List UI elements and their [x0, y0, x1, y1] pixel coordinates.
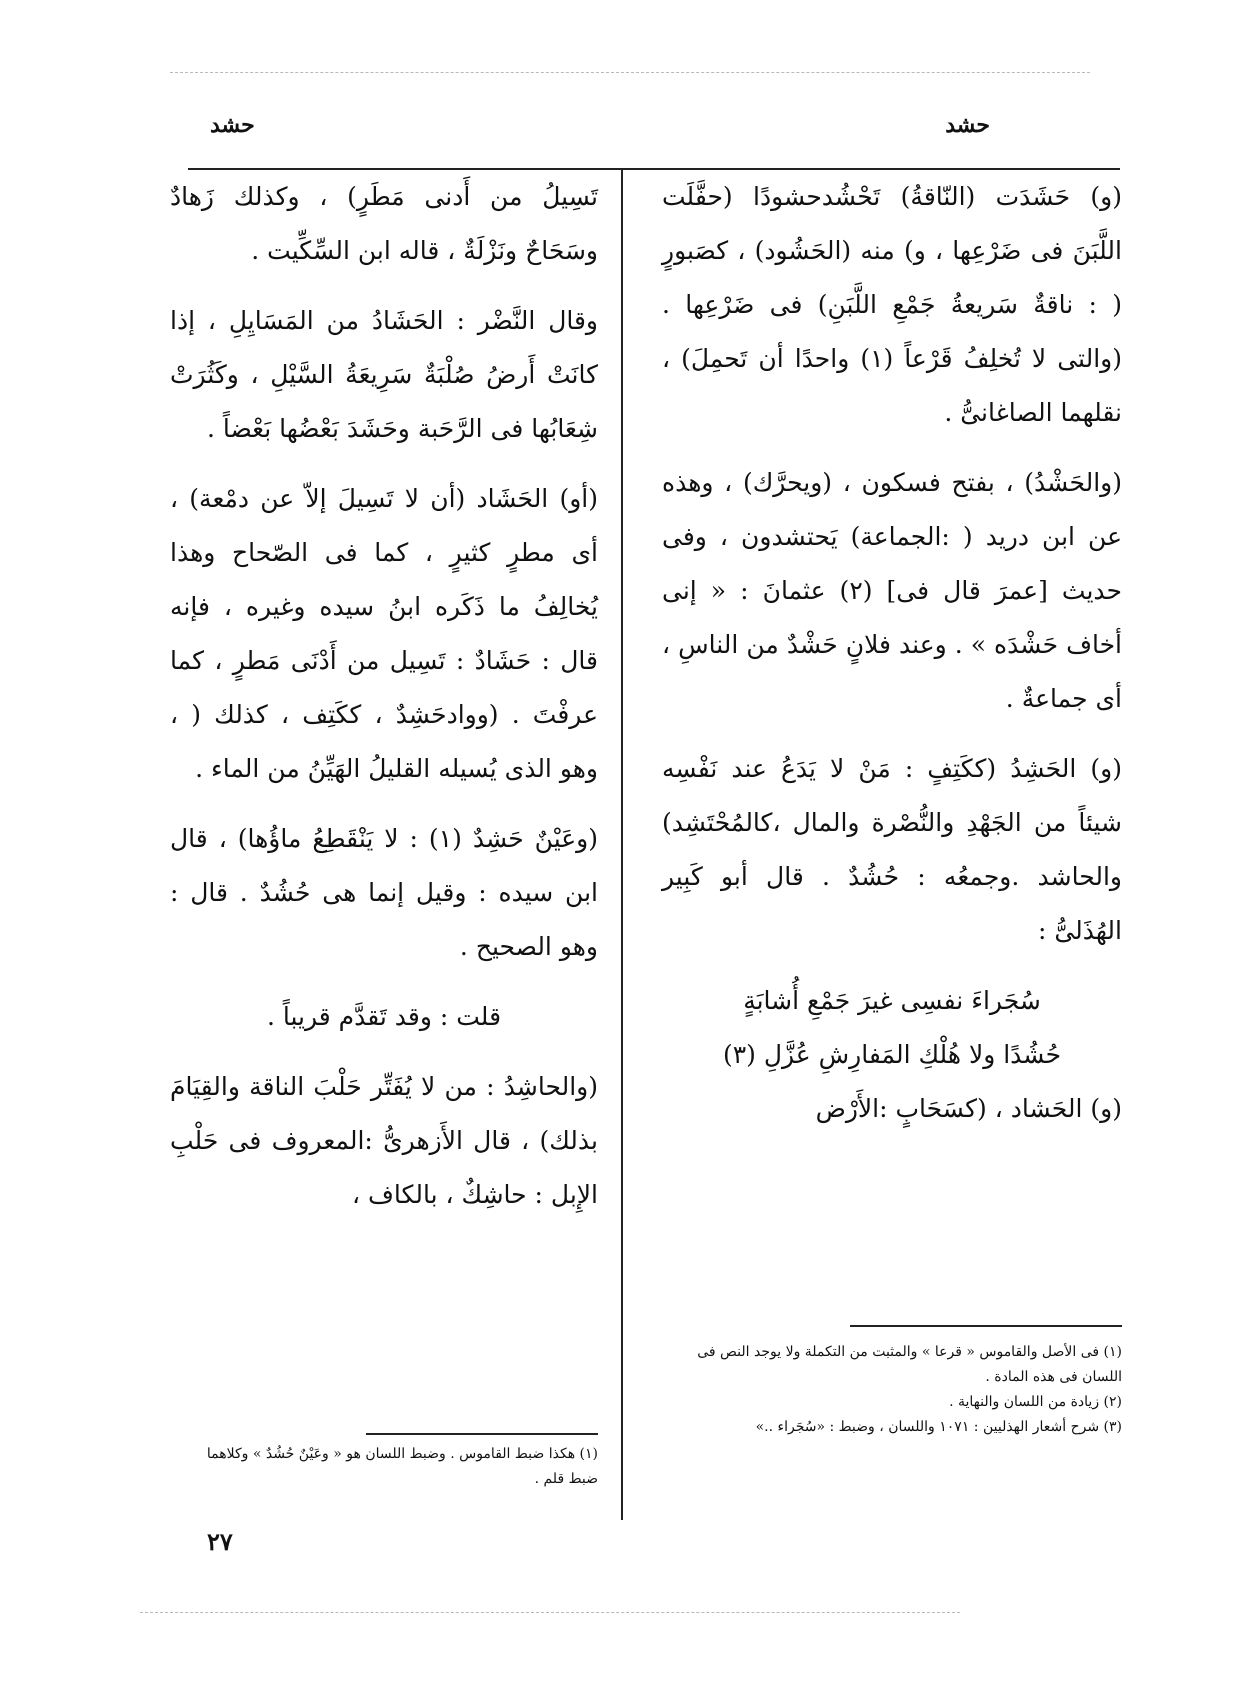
scan-edge-dots-top	[170, 72, 1090, 73]
footnotes-left	[190, 1442, 598, 1492]
entry-paragraph: وقال النَّضْر : الحَشَادُ من المَسَايِلِ ، إذا كانَتْ أَرضُ صُلْبَةٌ سَرِيعَةُ السَّيْلِ ، وكَثُرَتْ شِعَابُها فى الرَّحَبة وحَشَدَ بَعْضُها بَعْضاً .	[170, 306, 598, 443]
entry-paragraph: (و) حَشَدَت (النّاقةُ) تَحْشُدحشودًا (حفَّلَت اللَّبَنَ فى ضَرْعِها ، و) منه (الحَشُود) ، كصَبورٍ ( : ناقةٌ سَريعةُ جَمْعِ اللَّبَنِ) فى ضَرْعِها . (والتى لا تُخلِفُ قَرْعاً (١) واحدًا أن تَحمِلَ) ، نقلهما الصاغانىُّ .	[662, 182, 1122, 427]
entry-paragraph: (أو) الحَشَاد (أن لا تَسِيلَ إلاّ عن دمْعة) ، أى مطرٍ كثيرٍ ، كما فى الصّحاح وهذا يُخالِفُ ما ذَكَره ابنُ سيده وغيره ، فإنه قال : حَشَادٌ : تَسِيل من أَدْنَى مَطرٍ ، كما عرفْتَ . (ووادحَشِدٌ ، ككَتِف ، كذلك ( ، وهو الذى يُسيله القليلُ الهَيِّنُ من الماء .	[170, 484, 598, 783]
footnote: (١) هكذا ضبط القاموس . وضبط اللسان هو « وعَيْنٌ حُشُدٌ » وكلاهما ضبط قلم .	[206, 1446, 598, 1487]
footnote-rule-left	[366, 1433, 598, 1435]
footnote: (١) فى الأصل والقاموس « قرعا » والمثبت من التكملة ولا يوجد النص فى اللسان فى هذه المادة .	[697, 1344, 1122, 1385]
entry-paragraph: قلت : وقد تَقدَّم قريباً .	[266, 1002, 502, 1031]
footnote: (٣) شرح أشعار الهذليين : ١٠٧١ واللسان ، وضبط : «سُجَراء ..»	[755, 1419, 1122, 1435]
entry-paragraph: (والحاشِدُ : من لا يُفَتِّر حَلْبَ الناقة والقِيَامَ بذلك) ، قال الأَزهرىُّ :المعروف فى حَلْبِ الإِبل : حاشِكٌ ، بالكاف ،	[170, 1072, 598, 1209]
page-number: ٢٧	[207, 1527, 233, 1556]
running-head-left: حشد	[210, 112, 255, 138]
entry-paragraph: (وعَيْنٌ حَشِدٌ (١) : لا يَنْقَطِعُ ماؤُها) ، قال ابن سيده : وقيل إنما هى حُشُدٌ . قال : وهو الصحيح .	[170, 824, 599, 961]
entry-paragraph: تَسِيلُ من أَدنى مَطَرٍ) ، وكذلك زَهادٌ وسَحَاحٌ ونَزْلَةٌ ، قاله ابن السِّكِّيت .	[170, 182, 598, 265]
column-divider	[621, 168, 623, 1520]
footnotes-right	[660, 1340, 1122, 1440]
footnote: (٢) زيادة من اللسان والنهاية .	[949, 1394, 1122, 1410]
scan-edge-dots-bottom	[140, 1612, 960, 1613]
footnote-rule-right	[850, 1325, 1122, 1327]
left-column	[170, 170, 598, 1238]
running-head-right: حشد	[945, 112, 990, 138]
entry-paragraph: (و) الحَشِدُ (ككَتِفٍ : مَنْ لا يَدَعُ عند نَفْسِه شيئاً من الجَهْدِ والنُّصْرة والمال ،كالمُحْتَشِد) والحاشد .وجمعُه : حُشُدٌ . قال أبو كَبِير الهُذَلىُّ :	[662, 754, 1122, 945]
entry-paragraph: (و) الحَشاد ، (كسَحَابٍ :الأَرْض	[815, 1094, 1122, 1123]
verse-line-2: حُشُدًا ولا هُلْكِ المَفارِشِ عُزَّلِ (٣)	[722, 1040, 1062, 1069]
right-column	[662, 170, 1122, 1152]
verse-line-1: سُجَراءَ نفسِى غيرَ جَمْعِ أُشابَةٍ	[743, 986, 1041, 1015]
entry-paragraph: (والحَشْدُ) ، بفتح فسكون ، (ويحرَّك) ، وهذه عن ابن دريد ( :الجماعة) يَحتشدون ، وفى حديث [عمرَ قال فى] (٢) عثمانَ : « إنى أخاف حَشْدَه » . وعند فلانٍ حَشْدٌ من الناسِ ، أى جماعةٌ .	[662, 468, 1122, 713]
